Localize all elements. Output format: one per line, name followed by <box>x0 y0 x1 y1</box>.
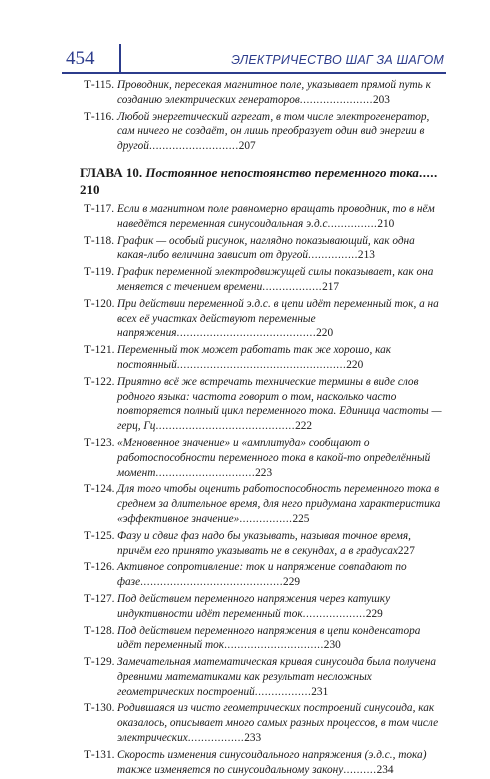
toc-entry-leader: .............................. <box>155 466 256 479</box>
toc-entry-page: 227 <box>397 544 415 557</box>
chapter-heading <box>0 164 490 198</box>
toc-entry-leader: ................. <box>187 732 245 745</box>
toc-entry-text: «Мгновенное значение» и «амплитуда» сообщают о работоспособности переменного тока в какой-то определённый момент <box>117 436 431 479</box>
toc-entry-page: 220 <box>316 327 334 340</box>
toc-entry-code: Т-122. <box>84 375 115 388</box>
toc-entry <box>0 78 490 108</box>
toc-entry-code: Т-129. <box>84 656 115 669</box>
toc-entry-code: Т-116. <box>84 110 115 123</box>
toc-entry-page: 203 <box>372 93 390 106</box>
toc-entry-leader: ........................... <box>148 140 239 153</box>
running-title: ЭЛЕКТРИЧЕСТВО ШАГ ЗА ШАГОМ <box>231 53 444 67</box>
toc-entry-text: Приятно всё же встречать технические термины в виде слов родного языка: частота говорит о том, насколько часто повторяется полный цикл переменного тока. Единица частоты — герц, Гц <box>117 375 442 433</box>
toc-entry <box>0 701 490 745</box>
toc-entry <box>0 375 490 434</box>
toc-entry-page: 210 <box>377 217 395 230</box>
toc-entry-code: Т-123. <box>84 436 115 449</box>
toc-entry-page: 229 <box>283 576 300 589</box>
toc-entry-leader: .................. <box>262 280 323 293</box>
toc-entry <box>0 110 490 154</box>
toc-entry <box>0 529 490 559</box>
toc-entry-code: Т-126. <box>84 561 115 574</box>
toc-entry-text: Скорость изменения синусоидального напряжения (э.д.с., тока) также изменяется по синусоидальному закону <box>117 748 427 776</box>
toc-entry-code: Т-127. <box>84 592 115 605</box>
toc-entry-text: Фазу и сдвиг фаз надо бы указывать, называя точное время, причём его принято указывать не в секундах, а в градусах <box>117 529 411 557</box>
toc-entry <box>0 265 490 295</box>
chapter-leader: ..... <box>418 164 438 180</box>
toc-entry <box>0 560 490 590</box>
toc-entry <box>0 624 490 654</box>
toc-entry-code: Т-130. <box>84 702 115 715</box>
toc-entry <box>0 655 490 699</box>
toc-entry-text: График переменной электродвижущей силы показывает, как она меняется с течением времени <box>117 266 434 293</box>
toc-entry-leader: .......... <box>343 763 377 776</box>
page-header <box>0 0 490 80</box>
toc-entry-leader: ................... <box>302 607 366 620</box>
toc-entry <box>0 234 490 264</box>
toc-entry <box>0 748 490 778</box>
toc-entry-code: Т-119. <box>84 266 115 279</box>
toc-entry-leader: .......................................... <box>155 420 296 433</box>
toc-entry-page: 233 <box>244 732 262 745</box>
chapter-title: Постоянное непостоянство переменного тока <box>145 164 419 180</box>
toc-entry-leader: ............... <box>327 217 378 230</box>
page-number: 454 <box>66 48 95 69</box>
toc-entry-page: 207 <box>238 140 256 153</box>
toc-entry-leader: .......................................... <box>176 327 317 340</box>
toc-entry <box>0 297 490 341</box>
toc-entry <box>0 436 490 480</box>
toc-entry <box>0 202 490 232</box>
toc-entry-code: Т-120. <box>84 297 115 310</box>
toc-entry-leader: ................................................... <box>176 358 347 371</box>
toc-entry-leader: ................. <box>254 685 312 698</box>
toc-entry-leader: ................ <box>239 512 293 525</box>
header-vertical-rule <box>119 44 121 74</box>
toc-entry-code: Т-121. <box>84 344 115 357</box>
toc-entry-leader: ............... <box>308 249 358 262</box>
toc-entry-code: Т-125. <box>84 529 115 542</box>
toc-entry-leader: .............................. <box>224 639 324 652</box>
toc-entry-text: Если в магнитном поле равномерно вращать проводник, то в нём наведётся переменная синусоидальная э.д.с <box>117 202 435 230</box>
toc-entry-page: 230 <box>323 639 341 652</box>
header-horizontal-rule <box>62 72 446 74</box>
toc-entry-text: Любой энергетический агрегат, в том числе электрогенератор, сам ничего не создаёт, он лишь преобразует один вид энергии в другой <box>117 110 430 153</box>
toc-entry-text: Под действием переменного напряжения через катушку индуктивности идёт переменный ток <box>117 592 391 620</box>
toc-entry-page: 225 <box>292 512 310 525</box>
toc-entry-text: Активное сопротивление: ток и напряжение совпадают по фазе <box>117 561 407 589</box>
toc-entry-text: Проводник, пересекая магнитное поле, указывает прямой путь к созданию электрических генераторов <box>117 79 431 106</box>
toc-entry-code: Т-131. <box>84 748 115 761</box>
toc-entry-text: Под действием переменного напряжения в цепи конденсатора идёт переменный ток <box>117 624 421 652</box>
toc-entry-text: При действии переменной э.д.с. в цепи идёт переменный ток, а на всех её участках действуют переменные напряжения <box>117 297 439 340</box>
toc-entry-page: 231 <box>311 685 329 698</box>
toc-entry-code: Т-124. <box>84 483 115 496</box>
toc-entry-text: Родившаяся из чисто геометрических построений синусоида, как оказалось, описывает много самых разных процессов, в том числе электрических <box>117 702 439 745</box>
toc-entry-text: Для того чтобы оценить работоспособность переменного тока в среднем за длительное время, для него придумана характеристика «эффективное значение» <box>117 483 441 525</box>
toc-entry-page: 220 <box>346 358 364 371</box>
toc-entry-code: Т-117. <box>84 202 115 215</box>
chapter-page: 210 <box>80 181 100 197</box>
toc-entry-code: Т-115. <box>84 79 115 91</box>
chapter-label: ГЛАВА 10. <box>80 164 143 180</box>
toc-entry-leader: ........................................... <box>140 576 284 589</box>
toc-entry-page: 234 <box>376 763 394 776</box>
toc-entry-page: 222 <box>295 420 313 433</box>
toc-entry <box>0 482 490 526</box>
toc-entry-page: 229 <box>365 607 383 620</box>
toc-entry-page: 213 <box>357 249 375 262</box>
toc-entry-text: Переменный ток может работать так же хорошо, как постоянный <box>117 344 392 371</box>
toc-entry-text: График — особый рисунок, наглядно показывающий, как одна какая-либо величина зависит от другой <box>117 234 415 262</box>
toc-entry-code: Т-128. <box>84 624 115 637</box>
toc-entry-text: Замечательная математическая кривая синусоида была получена древними математиками как результат несложных геометрических построений <box>117 656 437 698</box>
toc-entry <box>0 592 490 622</box>
toc-entry-page: 217 <box>322 280 340 293</box>
table-of-contents <box>0 78 490 779</box>
toc-entry-code: Т-118. <box>84 234 115 247</box>
toc-entry <box>0 343 490 373</box>
toc-entry-page: 223 <box>255 466 273 479</box>
toc-entry-leader: ...................... <box>299 93 373 106</box>
